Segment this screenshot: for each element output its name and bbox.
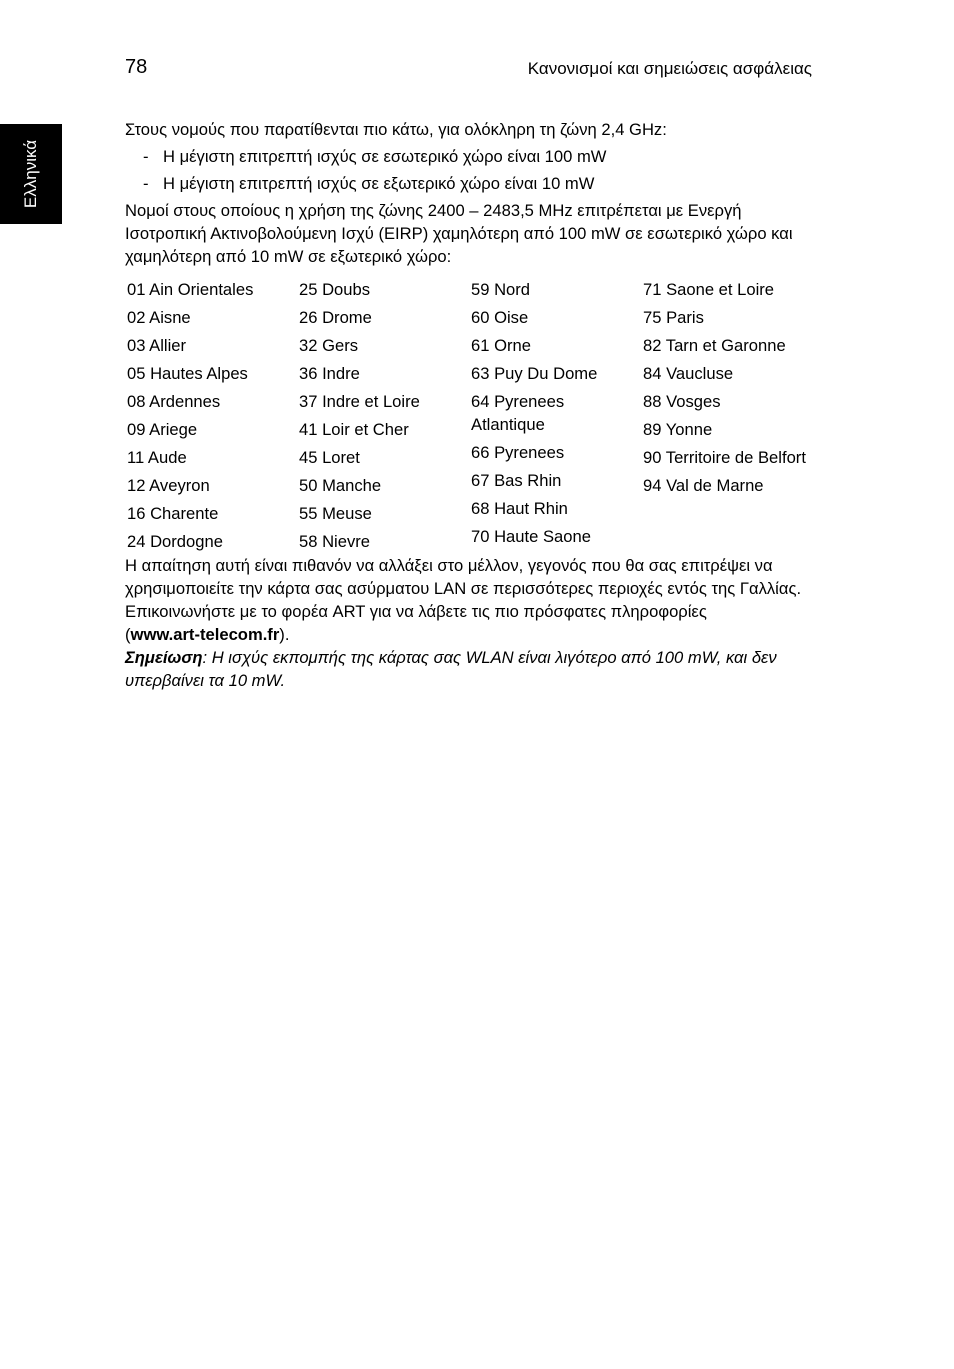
notice-paragraph: Η απαίτηση αυτή είναι πιθανόν να αλλάξει στο μέλλον, γεγονός που θα σας επιτρέψει να χρησιμοποιείτε την κάρτα σας ασύρματου LAN σε περισσότερες περιοχές εντός της Γαλλίας. [125,556,802,598]
list-item [125,172,815,195]
departments-column [297,274,469,554]
page-number: 78 [125,56,148,78]
department-cell: 84 Vaucluse [643,364,734,383]
department-cell: 89 Yonne [643,420,713,439]
department-cell: 90 Territoire de Belfort [643,448,806,467]
department-cell: 60 Oise [471,308,529,327]
departments-column [125,274,297,554]
department-cell: 82 Tarn et Garonne [643,336,786,355]
department-cell: 61 Orne [471,336,531,355]
department-cell: 50 Manche [299,476,382,495]
department-cell: 25 Doubs [299,280,371,299]
department-cell: 66 Pyrenees [471,443,565,462]
department-cell: 94 Val de Marne [643,476,764,495]
note-label: Σημείωση [125,648,203,667]
department-cell: 05 Hautes Alpes [127,364,248,383]
dash-marker: - [143,174,149,193]
department-cell: 59 Nord [471,280,531,299]
language-side-tab [0,124,62,224]
department-cell: 55 Meuse [299,504,372,523]
department-cell: 26 Drome [299,308,372,327]
eirp-paragraph: Νομοί στους οποίους η χρήση της ζώνης 2400 – 2483,5 MHz επιτρέπεται με Ενεργή Ισοτροπική Ακτινοβολούμενη Ισχύ (EIRP) χαμηλότερη από 100 mW σε εσωτερικό χώρο και χαμηλότερη από 10 mW σε εξωτερικό χώρο: [125,201,793,266]
department-cell: 41 Loir et Cher [299,420,409,439]
language-tab-label: Ελληνικά [21,139,40,209]
list-item-text: Η μέγιστη επιτρεπτή ισχύς σε εσωτερικό χώρο είναι 100 mW [163,147,607,166]
close-paren: ). [279,625,290,644]
department-cell: 02 Aisne [127,308,191,327]
department-cell: 08 Ardennes [127,392,221,411]
dash-marker: - [143,147,149,166]
department-cell: 75 Paris [643,308,704,327]
main-content [125,118,815,692]
department-cell: 37 Indre et Loire [299,392,420,411]
department-cell: 70 Haute Saone [471,527,591,546]
department-cell: 01 Ain Orientales [127,280,254,299]
department-cell: 03 Allier [127,336,187,355]
open-paren: ( [125,625,131,644]
departments-column [641,274,815,554]
department-cell: 67 Bas Rhin [471,471,562,490]
department-cell: 09 Ariege [127,420,198,439]
department-cell: 11 Aude [127,448,187,467]
department-cell: 63 Puy Du Dome [471,364,598,383]
department-cell: 64 Pyrenees Atlantique [471,392,565,434]
art-telecom-link[interactable]: www.art-telecom.fr [130,625,280,644]
departments-column [469,274,641,554]
department-cell: 45 Loret [299,448,360,467]
department-cell: 32 Gers [299,336,359,355]
contact-text: Επικοινωνήστε με το φορέα ART για να λάβετε τις πιο πρόσφατες πληροφορίες [125,602,707,621]
note-paragraph [125,646,815,692]
power-limits-list [125,145,815,195]
department-cell: 58 Nievre [299,532,371,551]
department-cell: 68 Haut Rhin [471,499,568,518]
department-cell: 36 Indre [299,364,360,383]
department-cell: 24 Dordogne [127,532,223,551]
department-cell: 16 Charente [127,504,219,523]
intro-paragraph: Στους νομούς που παρατίθενται πιο κάτω, για ολόκληρη τη ζώνη 2,4 GHz: [125,120,667,139]
department-cell: 88 Vosges [643,392,721,411]
note-text: : Η ισχύς εκπομπής της κάρτας σας WLAN είναι λιγότερο από 100 mW, και δεν υπερβαίνει τα 10 mW. [125,648,777,690]
list-item [125,145,815,168]
running-header-title: Κανονισμοί και σημειώσεις ασφάλειας [527,59,812,78]
department-cell: 71 Saone et Loire [643,280,775,299]
department-cell: 12 Aveyron [127,476,210,495]
departments-table [125,274,815,554]
contact-paragraph [125,600,815,646]
list-item-text: Η μέγιστη επιτρεπτή ισχύς σε εξωτερικό χώρο είναι 10 mW [163,174,595,193]
